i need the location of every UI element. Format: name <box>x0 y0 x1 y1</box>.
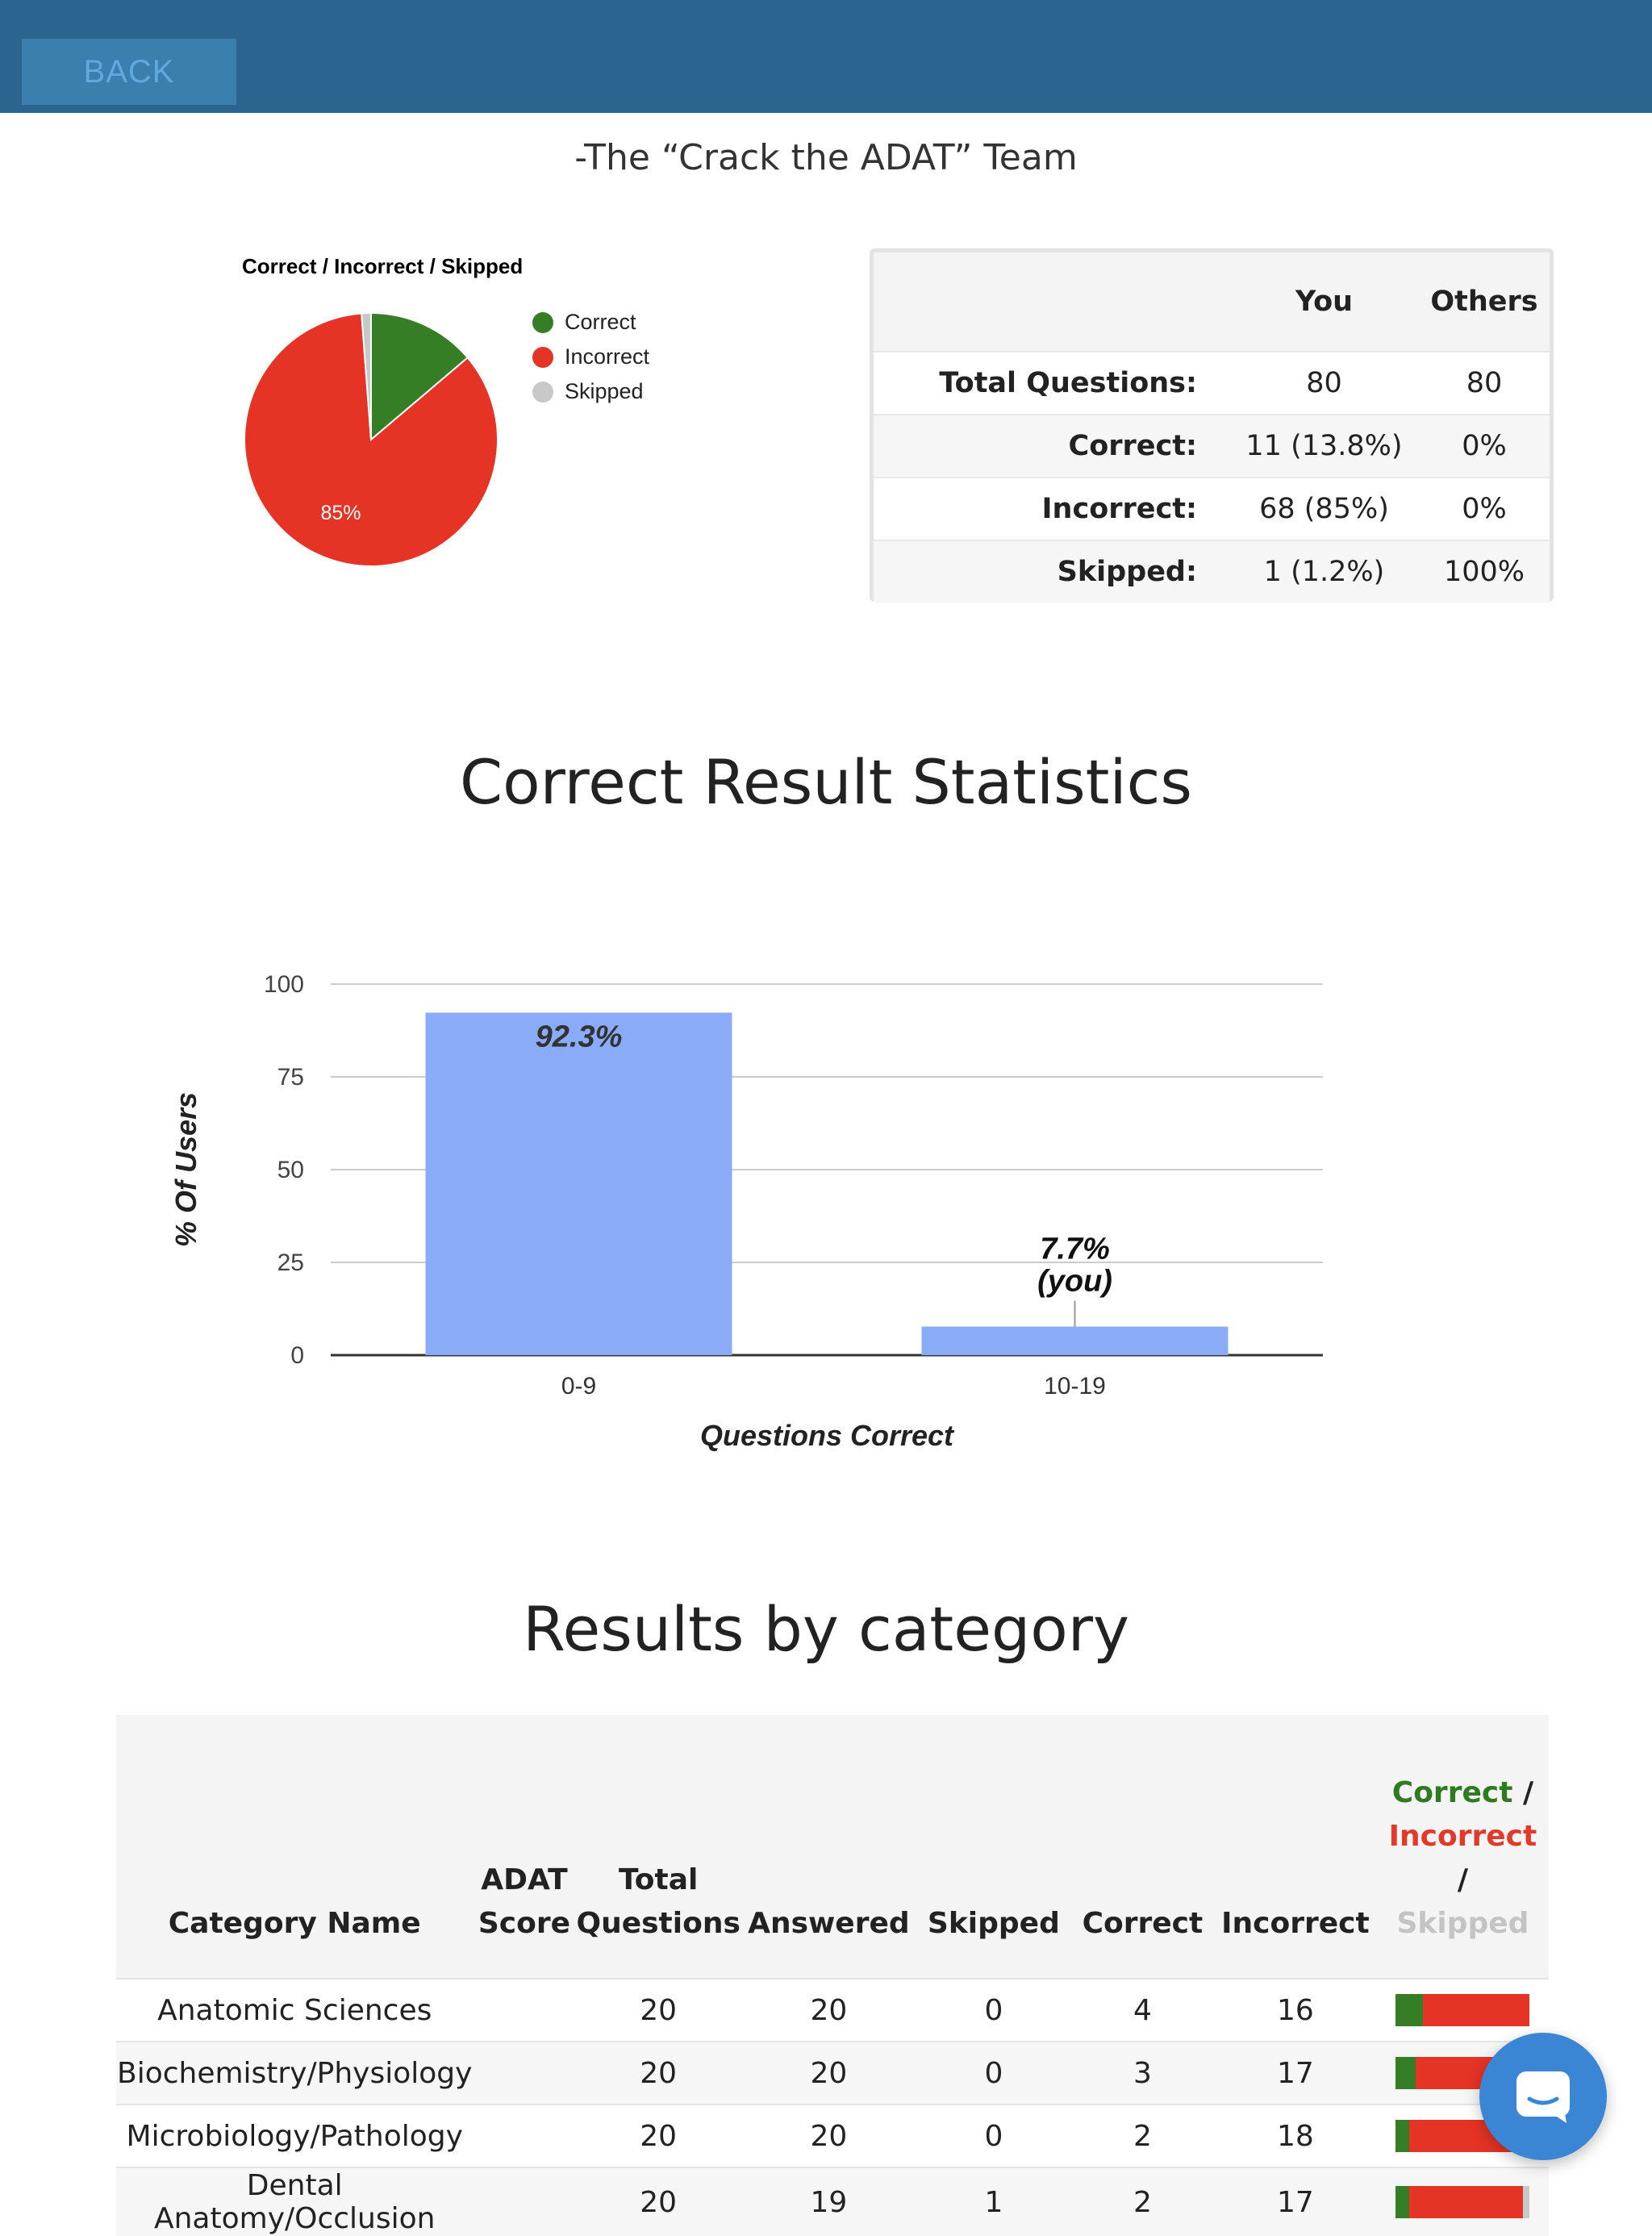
bar-10-19 <box>922 1327 1229 1355</box>
summary-others-value: 0% <box>1419 478 1550 540</box>
correct-cell: 2 <box>1071 2105 1214 2167</box>
bar-data-label: 92.3% <box>535 1020 623 1054</box>
summary-table <box>870 248 1554 602</box>
bar-0-9 <box>426 1012 732 1355</box>
col-ratio <box>1377 1715 1549 1979</box>
summary-header-others: Others <box>1419 252 1550 352</box>
category-row <box>116 1979 1549 2042</box>
category-section-title: Results by category <box>523 1593 1129 1665</box>
col-incorrect: Incorrect <box>1214 1715 1377 1979</box>
category-name-cell: Dental Anatomy/Occlusion <box>116 2167 473 2236</box>
summary-row-total <box>874 352 1550 415</box>
adat-score-cell <box>473 2105 575 2167</box>
team-signoff: -The “Crack the ADAT” Team <box>574 137 1078 178</box>
answered-cell: 20 <box>741 2042 916 2105</box>
adat-score-cell <box>473 2167 575 2236</box>
summary-header-blank <box>874 252 1229 352</box>
ratio-bar-cell <box>1377 1979 1549 2042</box>
y-tick-label: 75 <box>277 1064 304 1091</box>
skipped-cell: 0 <box>916 1979 1071 2042</box>
bar-chart <box>153 952 1363 1468</box>
category-name-cell: Anatomic Sciences <box>116 1979 473 2042</box>
col-total-questions <box>575 1715 740 1979</box>
summary-others-value: 0% <box>1419 415 1550 478</box>
summary-you-value: 80 <box>1229 352 1419 415</box>
legend-item-skipped <box>532 374 649 409</box>
pie-chart <box>242 311 516 585</box>
bar-data-label: 7.7% <box>1040 1232 1110 1266</box>
back-button[interactable]: BACK <box>22 39 236 105</box>
summary-header-row <box>874 252 1550 352</box>
category-name-cell: Microbiology/Pathology <box>116 2105 473 2167</box>
incorrect-cell: 17 <box>1214 2167 1377 2236</box>
adat-score-cell <box>473 1979 575 2042</box>
summary-row-incorrect <box>874 478 1550 540</box>
incorrect-cell: 16 <box>1214 1979 1377 2042</box>
legend-label-incorrect: Incorrect <box>565 344 650 369</box>
skipped-cell: 1 <box>916 2167 1071 2236</box>
legend-dot-skipped <box>532 382 553 403</box>
stats-section-title: Correct Result Statistics <box>460 746 1192 818</box>
correct-cell: 3 <box>1071 2042 1214 2105</box>
total-questions-cell: 20 <box>575 2042 740 2105</box>
legend-item-correct <box>532 305 649 340</box>
answered-cell: 19 <box>741 2167 916 2236</box>
y-tick-label: 100 <box>263 971 304 998</box>
category-header-row <box>116 1715 1549 1979</box>
incorrect-cell: 18 <box>1214 2105 1377 2167</box>
adat-score-cell <box>473 2042 575 2105</box>
legend-label-correct: Correct <box>565 310 636 334</box>
top-bar <box>0 0 1652 113</box>
chat-launcher-button[interactable] <box>1479 2033 1607 2160</box>
ratio-bar-correct <box>1395 1994 1422 2026</box>
summary-others-value: 80 <box>1419 352 1550 415</box>
summary-label: Total Questions: <box>874 352 1229 415</box>
col-answered: Answered <box>741 1715 916 1979</box>
correct-cell: 2 <box>1071 2167 1214 2236</box>
ratio-bar-incorrect <box>1423 1994 1530 2026</box>
ratio-bar-correct <box>1395 2120 1409 2152</box>
ratio-header-skipped: Skipped <box>1396 1907 1529 1940</box>
legend-item-incorrect <box>532 340 649 374</box>
skipped-cell: 0 <box>916 2105 1071 2167</box>
ratio-bar-correct <box>1395 2057 1416 2089</box>
summary-you-value: 68 (85%) <box>1229 478 1419 540</box>
col-skipped: Skipped <box>916 1715 1071 1979</box>
legend-label-skipped: Skipped <box>565 379 644 403</box>
col-total-line1: Total <box>619 1863 699 1896</box>
ratio-bar-skipped <box>1523 2186 1529 2218</box>
summary-you-value: 1 (1.2%) <box>1229 540 1419 603</box>
y-tick-label: 50 <box>277 1157 304 1183</box>
ratio-bar-cell <box>1377 2167 1549 2236</box>
summary-label: Correct: <box>874 415 1229 478</box>
ratio-bar-incorrect <box>1409 2186 1523 2218</box>
incorrect-cell: 17 <box>1214 2042 1377 2105</box>
x-tick-label: 0-9 <box>561 1373 597 1400</box>
summary-label: Skipped: <box>874 540 1229 603</box>
col-total-line2: Questions <box>576 1907 740 1940</box>
ratio-header-sep: / <box>1522 1776 1534 1809</box>
answered-cell: 20 <box>741 1979 916 2042</box>
y-tick-label: 0 <box>290 1342 304 1369</box>
total-questions-cell: 20 <box>575 2105 740 2167</box>
answered-cell: 20 <box>741 2105 916 2167</box>
pie-slice-label: 85% <box>320 501 361 524</box>
summary-you-value: 11 (13.8%) <box>1229 415 1419 478</box>
col-adat-score <box>473 1715 575 1979</box>
col-correct: Correct <box>1071 1715 1214 1979</box>
pie-legend <box>532 305 649 409</box>
col-adat-line2: Score <box>478 1907 571 1940</box>
summary-header-you: You <box>1229 252 1419 352</box>
ratio-header-sep: / <box>1457 1863 1469 1896</box>
total-questions-cell: 20 <box>575 2167 740 2236</box>
x-axis-title: Questions Correct <box>699 1419 954 1452</box>
category-table <box>116 1715 1549 2236</box>
ratio-bar <box>1395 1994 1529 2026</box>
x-tick-label: 10-19 <box>1044 1373 1106 1400</box>
col-adat-line1: ADAT <box>481 1863 568 1896</box>
skipped-cell: 0 <box>916 2042 1071 2105</box>
chat-icon <box>1513 2068 1573 2125</box>
summary-row-skipped <box>874 540 1550 603</box>
you-annotation: (you) <box>1037 1264 1112 1299</box>
y-axis-title: % Of Users <box>169 1091 202 1248</box>
correct-cell: 4 <box>1071 1979 1214 2042</box>
legend-dot-correct <box>532 312 553 333</box>
total-questions-cell: 20 <box>575 1979 740 2042</box>
summary-label: Incorrect: <box>874 478 1229 540</box>
legend-dot-incorrect <box>532 347 553 368</box>
summary-others-value: 100% <box>1419 540 1550 603</box>
category-name-cell: Biochemistry/Physiology <box>116 2042 473 2105</box>
category-row <box>116 2167 1549 2236</box>
category-row <box>116 2105 1549 2167</box>
pie-chart-title: Correct / Incorrect / Skipped <box>242 254 524 278</box>
summary-row-correct <box>874 415 1550 478</box>
ratio-header-correct: Correct <box>1391 1776 1513 1809</box>
ratio-header-incorrect: Incorrect <box>1388 1820 1537 1853</box>
ratio-bar <box>1395 2186 1529 2218</box>
category-row <box>116 2042 1549 2105</box>
col-category-name: Category Name <box>116 1715 473 1979</box>
ratio-bar-correct <box>1395 2186 1409 2218</box>
y-tick-label: 25 <box>277 1249 304 1276</box>
